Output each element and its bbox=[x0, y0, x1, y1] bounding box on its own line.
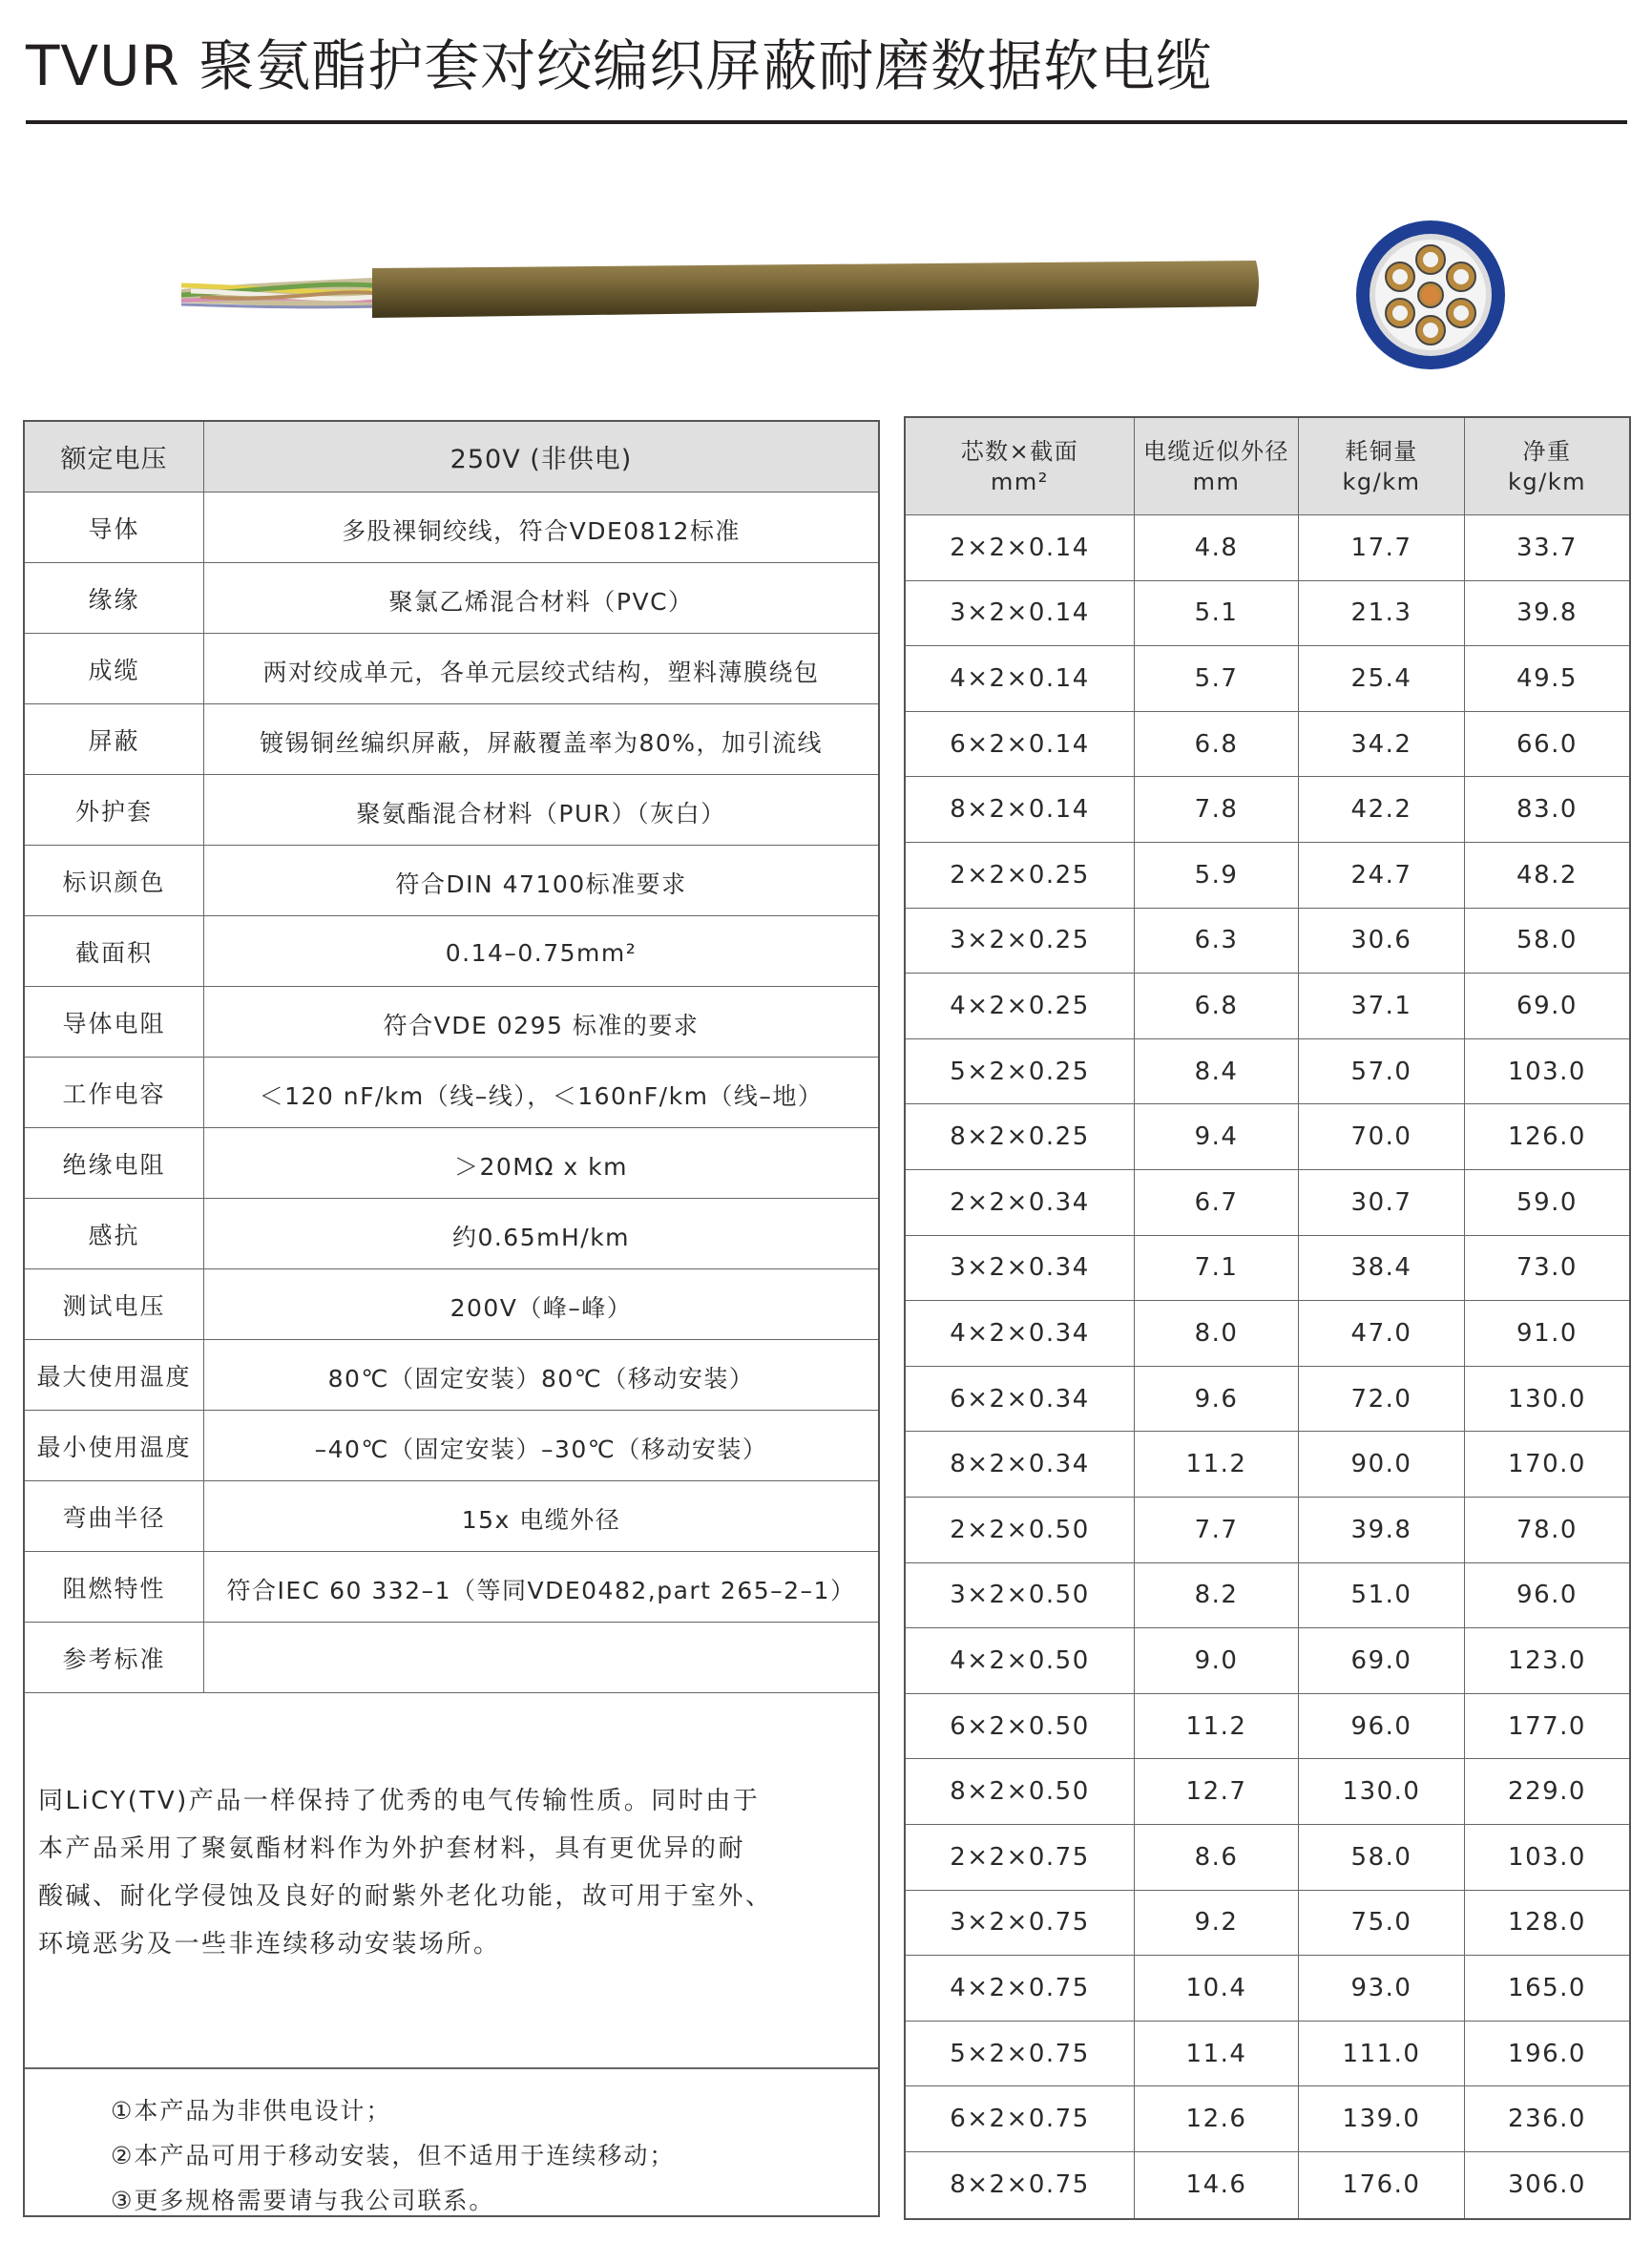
cell-cores: 6×2×0.50 bbox=[906, 1694, 1135, 1759]
cell-copper: 93.0 bbox=[1299, 1956, 1465, 2021]
spec-value: 符合VDE 0295 标准的要求 bbox=[383, 1011, 700, 1039]
spec-label: 感抗 bbox=[25, 1199, 204, 1268]
spec-table bbox=[23, 420, 880, 2217]
table-row bbox=[906, 1628, 1629, 1694]
cell-weight: 48.2 bbox=[1516, 860, 1578, 890]
cell-weight: 165.0 bbox=[1508, 1973, 1586, 2002]
cell-copper: 58.0 bbox=[1299, 1825, 1465, 1890]
table-row bbox=[906, 1301, 1629, 1367]
table-row bbox=[906, 909, 1629, 974]
spec-value: 镀锡铜丝编织屏蔽，屏蔽覆盖率为80%，加引流线 bbox=[259, 728, 824, 757]
spec-label: 绝缘电阻 bbox=[25, 1128, 204, 1198]
description-line: 环境恶劣及一些非连续移动安装场所。 bbox=[38, 1930, 501, 1959]
cell-copper: 51.0 bbox=[1299, 1563, 1465, 1628]
spec-row bbox=[25, 1552, 878, 1623]
cell-diameter: 14.6 bbox=[1135, 2152, 1299, 2218]
cell-weight: 126.0 bbox=[1508, 1122, 1586, 1152]
cell-weight: 49.5 bbox=[1516, 663, 1578, 693]
cell-weight: 96.0 bbox=[1516, 1581, 1578, 1610]
cell-copper: 75.0 bbox=[1299, 1891, 1465, 1956]
column-header-weight: 净重 kg/km bbox=[1508, 437, 1586, 495]
column-header-cores: 芯数×截面 mm² bbox=[906, 418, 1135, 514]
spec-header-row bbox=[25, 422, 878, 492]
spec-row bbox=[25, 846, 878, 916]
cell-diameter: 7.7 bbox=[1135, 1498, 1299, 1562]
spec-label: 额定电压 bbox=[25, 422, 204, 492]
cell-diameter: 8.4 bbox=[1135, 1039, 1299, 1104]
table-row bbox=[906, 1432, 1629, 1498]
cell-diameter: 6.8 bbox=[1135, 712, 1299, 777]
cell-copper: 176.0 bbox=[1299, 2152, 1465, 2218]
spec-value: 符合IEC 60 332–1（等同VDE0482,part 265–2–1） bbox=[226, 1576, 856, 1604]
cell-cores: 5×2×0.75 bbox=[906, 2022, 1135, 2086]
cell-copper: 30.6 bbox=[1299, 909, 1465, 974]
cell-weight: 78.0 bbox=[1516, 1515, 1578, 1544]
cell-cores: 8×2×0.14 bbox=[906, 777, 1135, 842]
table-row bbox=[906, 974, 1629, 1039]
spec-row bbox=[25, 492, 878, 563]
cell-copper: 69.0 bbox=[1299, 1628, 1465, 1693]
spec-label: 缘缘 bbox=[25, 563, 204, 633]
cell-weight: 33.7 bbox=[1516, 533, 1578, 562]
table-row bbox=[906, 646, 1629, 712]
cell-cores: 4×2×0.14 bbox=[906, 646, 1135, 711]
cell-diameter: 8.2 bbox=[1135, 1563, 1299, 1628]
spec-label: 工作电容 bbox=[25, 1058, 204, 1127]
cell-diameter: 5.1 bbox=[1135, 581, 1299, 646]
column-header-copper: 耗铜量 kg/km bbox=[1299, 418, 1465, 514]
cell-diameter: 8.0 bbox=[1135, 1301, 1299, 1366]
cell-copper: 130.0 bbox=[1299, 1759, 1465, 1824]
notes-divider bbox=[25, 2067, 878, 2069]
spec-value: 两对绞成单元，各单元层绞式结构，塑料薄膜绕包 bbox=[262, 658, 820, 686]
cable-photo bbox=[181, 215, 1269, 339]
column-header-diameter: 电缆近似外径 mm bbox=[1135, 418, 1299, 514]
note-item: ①本产品为非供电设计； bbox=[111, 2097, 392, 2125]
cell-weight: 39.8 bbox=[1516, 598, 1578, 628]
table-row bbox=[906, 712, 1629, 778]
cell-cores: 8×2×0.75 bbox=[906, 2152, 1135, 2218]
table-row bbox=[906, 2086, 1629, 2152]
spec-value: 200V（峰–峰） bbox=[450, 1293, 633, 1322]
cell-cores: 3×2×0.14 bbox=[906, 581, 1135, 646]
cell-diameter: 7.8 bbox=[1135, 777, 1299, 842]
cell-diameter: 11.4 bbox=[1135, 2022, 1299, 2086]
spec-row bbox=[25, 987, 878, 1058]
note-item: ③更多规格需要请与我公司联系。 bbox=[111, 2187, 495, 2214]
table-header-row bbox=[906, 418, 1629, 515]
cell-cores: 6×2×0.14 bbox=[906, 712, 1135, 777]
spec-value: 250V (非供电) bbox=[450, 445, 633, 474]
cell-diameter: 9.4 bbox=[1135, 1104, 1299, 1169]
cell-copper: 17.7 bbox=[1299, 515, 1465, 580]
cell-weight: 306.0 bbox=[1508, 2170, 1586, 2200]
cell-diameter: 8.6 bbox=[1135, 1825, 1299, 1890]
description-line: 同LiCY(TV)产品一样保持了优秀的电气传输性质。同时由于 bbox=[38, 1787, 761, 1815]
spec-row bbox=[25, 634, 878, 704]
spec-value: 聚氯乙烯混合材料（PVC） bbox=[388, 587, 694, 616]
cell-cores: 4×2×0.25 bbox=[906, 974, 1135, 1038]
cell-diameter: 10.4 bbox=[1135, 1956, 1299, 2021]
spec-row bbox=[25, 1481, 878, 1552]
cell-copper: 70.0 bbox=[1299, 1104, 1465, 1169]
cell-copper: 139.0 bbox=[1299, 2086, 1465, 2151]
product-description bbox=[38, 1777, 859, 1968]
spec-value: ＜120 nF/km（线–线），＜160nF/km（线–地） bbox=[259, 1081, 824, 1110]
cell-copper: 25.4 bbox=[1299, 646, 1465, 711]
table-row bbox=[906, 1891, 1629, 1957]
cell-diameter: 9.6 bbox=[1135, 1367, 1299, 1432]
spec-label: 截面积 bbox=[25, 916, 204, 986]
cell-diameter: 11.2 bbox=[1135, 1432, 1299, 1497]
cell-copper: 47.0 bbox=[1299, 1301, 1465, 1366]
spec-row bbox=[25, 1411, 878, 1481]
cell-diameter: 9.0 bbox=[1135, 1628, 1299, 1693]
cell-cores: 2×2×0.14 bbox=[906, 515, 1135, 580]
cell-cores: 2×2×0.25 bbox=[906, 843, 1135, 908]
table-row bbox=[906, 1039, 1629, 1105]
cell-cores: 3×2×0.25 bbox=[906, 909, 1135, 974]
table-row bbox=[906, 1956, 1629, 2022]
cell-diameter: 12.7 bbox=[1135, 1759, 1299, 1824]
table-row bbox=[906, 2022, 1629, 2087]
spec-row bbox=[25, 1623, 878, 1693]
cell-copper: 30.7 bbox=[1299, 1170, 1465, 1235]
cell-copper: 111.0 bbox=[1299, 2022, 1465, 2086]
spec-row bbox=[25, 1128, 878, 1199]
table-row bbox=[906, 777, 1629, 843]
cell-weight: 66.0 bbox=[1516, 729, 1578, 759]
cell-cores: 5×2×0.25 bbox=[906, 1039, 1135, 1104]
cell-copper: 21.3 bbox=[1299, 581, 1465, 646]
cell-weight: 91.0 bbox=[1516, 1318, 1578, 1348]
cell-weight: 103.0 bbox=[1508, 1057, 1586, 1086]
spec-value: 聚氨酯混合材料（PUR）（灰白） bbox=[356, 799, 726, 828]
notes-list bbox=[111, 2088, 874, 2223]
cell-weight: 229.0 bbox=[1508, 1777, 1586, 1807]
spec-label: 参考标准 bbox=[25, 1623, 204, 1692]
cell-cores: 3×2×0.75 bbox=[906, 1891, 1135, 1956]
cell-diameter: 9.2 bbox=[1135, 1891, 1299, 1956]
cell-cores: 8×2×0.25 bbox=[906, 1104, 1135, 1169]
spec-label: 导体电阻 bbox=[25, 987, 204, 1057]
description-line: 本产品采用了聚氨酯材料作为外护套材料，具有更优异的耐 bbox=[38, 1834, 746, 1863]
cell-cores: 2×2×0.75 bbox=[906, 1825, 1135, 1890]
cell-copper: 37.1 bbox=[1299, 974, 1465, 1038]
cell-diameter: 4.8 bbox=[1135, 515, 1299, 580]
spec-value: –40℃（固定安装）–30℃（移动安装） bbox=[314, 1435, 768, 1463]
cell-cores: 4×2×0.50 bbox=[906, 1628, 1135, 1693]
spec-label: 最小使用温度 bbox=[25, 1411, 204, 1480]
cell-cores: 8×2×0.50 bbox=[906, 1759, 1135, 1824]
cell-weight: 170.0 bbox=[1508, 1450, 1586, 1479]
cell-copper: 24.7 bbox=[1299, 843, 1465, 908]
spec-label: 最大使用温度 bbox=[25, 1340, 204, 1410]
table-row bbox=[906, 581, 1629, 647]
spec-row bbox=[25, 916, 878, 987]
spec-row bbox=[25, 1269, 878, 1340]
cell-copper: 72.0 bbox=[1299, 1367, 1465, 1432]
table-row bbox=[906, 1236, 1629, 1302]
table-row bbox=[906, 515, 1629, 581]
table-row bbox=[906, 1759, 1629, 1825]
spec-row bbox=[25, 563, 878, 634]
spec-label: 阻燃特性 bbox=[25, 1552, 204, 1622]
table-row bbox=[906, 1104, 1629, 1170]
cell-cores: 4×2×0.75 bbox=[906, 1956, 1135, 2021]
spec-value bbox=[204, 1623, 878, 1692]
cell-weight: 59.0 bbox=[1516, 1187, 1578, 1217]
spec-value: 15x 电缆外径 bbox=[461, 1505, 621, 1534]
cell-copper: 38.4 bbox=[1299, 1236, 1465, 1301]
cell-weight: 130.0 bbox=[1508, 1384, 1586, 1414]
title-divider bbox=[26, 120, 1627, 124]
table-row bbox=[906, 1563, 1629, 1629]
table-row bbox=[906, 843, 1629, 909]
cell-diameter: 5.9 bbox=[1135, 843, 1299, 908]
cell-copper: 57.0 bbox=[1299, 1039, 1465, 1104]
table-row bbox=[906, 1367, 1629, 1433]
cell-cores: 6×2×0.75 bbox=[906, 2086, 1135, 2151]
table-row bbox=[906, 1170, 1629, 1236]
cell-copper: 39.8 bbox=[1299, 1498, 1465, 1562]
cell-cores: 3×2×0.50 bbox=[906, 1563, 1135, 1628]
page-title: TVUR 聚氨酯护套对绞编织屏蔽耐磨数据软电缆 bbox=[26, 33, 1213, 98]
spec-label: 导体 bbox=[25, 492, 204, 562]
cell-copper: 90.0 bbox=[1299, 1432, 1465, 1497]
cell-weight: 196.0 bbox=[1508, 2039, 1586, 2068]
cell-weight: 73.0 bbox=[1516, 1253, 1578, 1283]
cell-diameter: 6.8 bbox=[1135, 974, 1299, 1038]
spec-row bbox=[25, 775, 878, 846]
cell-cores: 2×2×0.50 bbox=[906, 1498, 1135, 1562]
table-row bbox=[906, 1694, 1629, 1760]
cell-diameter: 6.7 bbox=[1135, 1170, 1299, 1235]
note-item: ②本产品可用于移动安装，但不适用于连续移动； bbox=[111, 2142, 676, 2169]
cell-weight: 128.0 bbox=[1508, 1908, 1586, 1938]
cell-copper: 34.2 bbox=[1299, 712, 1465, 777]
cell-cores: 4×2×0.34 bbox=[906, 1301, 1135, 1366]
cell-cores: 6×2×0.34 bbox=[906, 1367, 1135, 1432]
cell-weight: 103.0 bbox=[1508, 1842, 1586, 1872]
table-row bbox=[906, 1498, 1629, 1563]
spec-value: 80℃（固定安装）80℃（移动安装） bbox=[327, 1364, 755, 1393]
spec-label: 弯曲半径 bbox=[25, 1481, 204, 1551]
spec-value: 多股裸铜绞线，符合VDE0812标准 bbox=[342, 516, 741, 545]
cell-weight: 69.0 bbox=[1516, 991, 1578, 1020]
cell-cores: 8×2×0.34 bbox=[906, 1432, 1135, 1497]
cell-diameter: 5.7 bbox=[1135, 646, 1299, 711]
cell-diameter: 12.6 bbox=[1135, 2086, 1299, 2151]
cell-weight: 123.0 bbox=[1508, 1645, 1586, 1675]
spec-row bbox=[25, 1058, 878, 1128]
cell-cores: 2×2×0.34 bbox=[906, 1170, 1135, 1235]
spec-row bbox=[25, 1199, 878, 1269]
cell-weight: 177.0 bbox=[1508, 1711, 1586, 1741]
cell-cores: 3×2×0.34 bbox=[906, 1236, 1135, 1301]
spec-label: 标识颜色 bbox=[25, 846, 204, 915]
cell-diameter: 6.3 bbox=[1135, 909, 1299, 974]
cell-diameter: 7.1 bbox=[1135, 1236, 1299, 1301]
spec-row bbox=[25, 1340, 878, 1411]
cell-copper: 42.2 bbox=[1299, 777, 1465, 842]
cell-weight: 236.0 bbox=[1508, 2105, 1586, 2134]
table-row bbox=[906, 1825, 1629, 1891]
spec-label: 成缆 bbox=[25, 634, 204, 703]
description-line: 酸碱、耐化学侵蚀及良好的耐紫外老化功能，故可用于室外、 bbox=[38, 1882, 773, 1911]
cell-weight: 58.0 bbox=[1516, 926, 1578, 955]
spec-row bbox=[25, 704, 878, 775]
spec-value: 0.14–0.75mm² bbox=[445, 939, 638, 967]
spec-value: 约0.65mH/km bbox=[451, 1223, 631, 1251]
spec-label: 外护套 bbox=[25, 775, 204, 845]
spec-label: 测试电压 bbox=[25, 1269, 204, 1339]
spec-value: ＞20MΩ x km bbox=[453, 1152, 628, 1181]
spec-value: 符合DIN 47100标准要求 bbox=[395, 870, 687, 898]
spec-label: 屏蔽 bbox=[25, 704, 204, 774]
table-row bbox=[906, 2152, 1629, 2218]
cell-copper: 96.0 bbox=[1299, 1694, 1465, 1759]
cell-diameter: 11.2 bbox=[1135, 1694, 1299, 1759]
cable-cross-section bbox=[1353, 218, 1508, 372]
dimension-table bbox=[904, 416, 1631, 2220]
cell-weight: 83.0 bbox=[1516, 795, 1578, 825]
